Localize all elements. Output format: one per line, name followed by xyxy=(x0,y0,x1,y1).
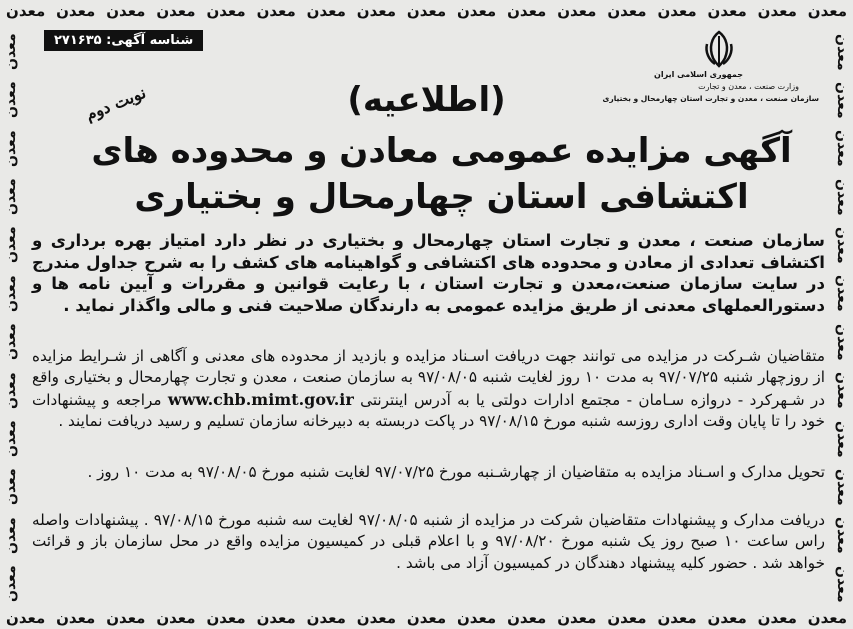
border-word: معدن xyxy=(834,420,850,458)
paragraph-submission: دریافت مدارک و پیشنهادات متقاضیان شرکت در مزایده از شنبه ۹۷/۰۸/۰۵ لغایت سه شنبه مورخ ۹۷/۰۸/۱۵ . پیشنهادات واصله راس ساعت ۱۰ صبح روز یک شنبه مورخ ۹۷/۰۸/۲۰ و با اعلام قبلی در کمیسیون مزایده واقع در محل سازمان باز و قرائت خواهد شد . حضور کلیه پیشنهاد دهندگان در کمیسیون آزاد می باشد . xyxy=(32,511,826,572)
border-word: معدن xyxy=(3,517,19,554)
border-word: معدن xyxy=(406,609,447,627)
border-word: معدن xyxy=(707,609,747,627)
iran-emblem-icon xyxy=(699,28,739,72)
border-word: معدن xyxy=(406,2,447,20)
notice-heading: (اطلاعیه) xyxy=(347,80,506,120)
border-word: معدن xyxy=(56,609,96,627)
documents-text-after: مراجعه و پیشنهادات خود را تا پایان وقت اداری روزسه شنبه مورخ ۹۷/۰۸/۱۵ در پاکت دربسته به دبیرخانه سازمان تسلیم و رسید دریافت نمایند . xyxy=(32,390,825,431)
ad-id-badge: شناسه آگهی: ۲۷۱۶۳۵ xyxy=(44,30,203,51)
border-word: معدن xyxy=(834,227,850,264)
border-word: معدن xyxy=(457,2,497,20)
border-word: معدن xyxy=(557,2,597,20)
paragraph-documents xyxy=(32,346,825,433)
border-word: معدن xyxy=(834,178,850,216)
border-word: معدن xyxy=(256,2,296,20)
border-word: معدن xyxy=(607,609,647,627)
border-word: معدن xyxy=(156,609,196,627)
border-word: معدن xyxy=(3,33,19,71)
border-word: معدن xyxy=(3,468,19,506)
border-word: معدن xyxy=(834,82,850,119)
documents-text-before: متقاضیان شـرکت در مزایده می توانند جهت دریافت اسـناد مزایده و بازدید از محدوده های معدنی و آگاهی از شـرایط مزایده از روزچهار شنبه ۹۷/۰۷/۲۵ به مدت ۱۰ روز لغایت شنبه ۹۷/۰۸/۰۵ به سازمان صنعت ، معدن و تجارت چهارمحال و بختیاری واقع در شـهرکرد - دروازه سـامان - مجتمع ادارات دولتی یا به آدرس اینترنتی xyxy=(32,347,826,409)
border-word: معدن xyxy=(507,2,547,20)
organization-name: سازمان صنعت ، معدن و تجارت استان چهارمحال و بختیاری xyxy=(602,94,819,103)
advertisement xyxy=(24,22,829,607)
border-word: معدن xyxy=(3,565,19,603)
border-word: معدن xyxy=(106,609,146,627)
main-title xyxy=(84,128,799,220)
border-word: معدن xyxy=(807,609,847,627)
border-word: معدن xyxy=(834,323,850,361)
border-word: معدن xyxy=(156,2,196,20)
border-word: معدن xyxy=(607,2,647,20)
border-word: معدن xyxy=(834,33,850,71)
border-word: معدن xyxy=(3,275,19,313)
border-word: معدن xyxy=(206,609,246,627)
paragraph-intro: سازمان صنعت ، معدن و تجارت استان چهارمحال و بختیاری در نظر دارد امتیاز بهره برداری و اکتشاف تعدادی از معادن و محدوده های اکتشافی و گواهینامه های کشف را به شرح جداول مندرج در سایت سازمان صنعت،معدن و تجارت استان ، با رعایت قوانین و مقررات و آیین نامه ها و دستورالعملهای معدنی از طریق مزایده عمومی به دارندگان صلاحیت فنی و مالی واگذار نماید . xyxy=(32,231,825,315)
border-word: معدن xyxy=(3,420,19,458)
border-word: معدن xyxy=(457,609,497,627)
emblem-caption: جمهوری اسلامی ایران xyxy=(654,70,743,79)
title-line-1: آگهی مزایده عمومی معادن و محدوده های xyxy=(91,131,792,171)
border-word: معدن xyxy=(3,178,19,216)
border-word: معدن xyxy=(306,2,346,20)
border-word: معدن xyxy=(834,517,850,554)
border-word: معدن xyxy=(3,82,19,119)
border-word: معدن xyxy=(807,2,847,20)
border-word: معدن xyxy=(834,130,850,168)
border-word: معدن xyxy=(557,609,597,627)
border-word: معدن xyxy=(206,2,246,20)
border-word: معدن xyxy=(657,609,697,627)
title-line-2: اکتشافی استان چهارمحال و بختیاری xyxy=(134,177,749,217)
border-word: معدن xyxy=(3,323,19,361)
website-link[interactable]: www.chb.mimt.gov.ir xyxy=(167,389,354,409)
second-turn-label: نوبت دوم xyxy=(82,82,149,125)
border-word: معدن xyxy=(3,372,19,409)
border-word: معدن xyxy=(707,2,747,20)
border-word: معدن xyxy=(507,609,547,627)
border-word: معدن xyxy=(106,2,146,20)
border-word: معدن xyxy=(256,609,296,627)
border-word: معدن xyxy=(757,2,797,20)
border-word: معدن xyxy=(757,609,797,627)
top-border xyxy=(0,0,853,22)
border-word: معدن xyxy=(657,2,697,20)
border-word: معدن xyxy=(6,609,46,627)
border-word: معدن xyxy=(834,468,850,506)
border-word: معدن xyxy=(306,609,346,627)
ministry-name: وزارت صنعت ، معدن و تجارت xyxy=(698,82,799,91)
paragraph-delivery: تحویل مدارک و اسـناد مزایده به متقاضیان از چهارشـنبه مورخ ۹۷/۰۷/۲۵ لغایت شنبه مورخ ۹۷/۰۸/۰۵ به مدت ۱۰ روز . xyxy=(87,463,825,481)
border-word: معدن xyxy=(834,565,850,603)
left-border xyxy=(0,28,22,608)
border-word: معدن xyxy=(834,275,850,313)
border-word: معدن xyxy=(356,2,397,20)
bottom-border xyxy=(0,607,853,629)
border-word: معدن xyxy=(6,2,46,20)
border-word: معدن xyxy=(356,609,397,627)
border-word: معدن xyxy=(3,227,19,264)
right-border xyxy=(831,28,853,608)
border-word: معدن xyxy=(834,372,850,409)
border-word: معدن xyxy=(56,2,96,20)
border-word: معدن xyxy=(3,130,19,168)
